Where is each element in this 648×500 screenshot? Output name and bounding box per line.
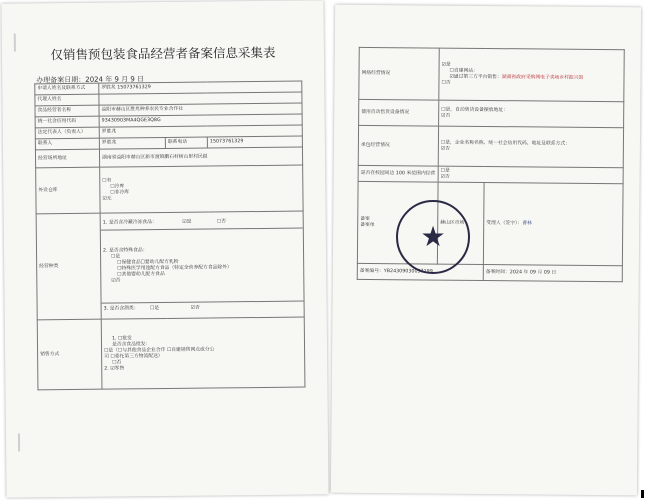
contract-label: 承包经营情况 (358, 125, 438, 166)
operation-type-cell (100, 211, 304, 319)
auto-device-no: ☑否 (441, 113, 451, 119)
contact-value: 罗胜兆 (99, 137, 165, 149)
phone-value: 15073761329 (207, 136, 302, 148)
phone-label: 联系电话 (165, 137, 207, 148)
row-label: 代理人姓名 (35, 94, 99, 106)
record-date: 2024 年 09 月 09 日 (509, 269, 557, 276)
wholesale-detail: ☐是（☐与其他食品企业合作 ☐自建销售网点或分公 (104, 346, 215, 354)
approval-label-2: 备案单 (360, 222, 375, 228)
address-label: 经营场所地址 (35, 149, 99, 168)
filing-date-label: 办理备案日期： (36, 75, 86, 85)
school-cell (438, 166, 623, 184)
seal-star-icon: ★ (420, 220, 446, 253)
network-cell (439, 48, 624, 102)
form-title: 仅销售预包装食品经营者备案信息采集表 (50, 44, 276, 63)
approval-label: 备案 (360, 216, 370, 222)
network-yes: ☑是 (441, 62, 451, 68)
form-page-2 (331, 5, 641, 496)
network-no: ☐否 (441, 80, 451, 86)
warehouse-option-no: ☑无 (102, 196, 112, 202)
row-label: 食品经营者名称 (35, 105, 99, 117)
retail-option: 2. ☑零售 (104, 365, 125, 372)
cold-food-yes: ☑是 (182, 219, 192, 225)
address-value: 湖南省益阳市赫山区新市渡镇鹏石村树山里村民组 (99, 147, 302, 167)
record-no-label: 备案编号： (359, 268, 384, 274)
official-seal (396, 200, 470, 274)
operation-type-label: 经营种类 (36, 213, 101, 320)
contract-yes: ☐是，企业名称名称、统一社会信用代码、地址及联系方式： (440, 140, 570, 147)
network-label: 网络经营情况 (359, 47, 439, 100)
filing-date-value: 2024 年 9 月 9 日 (85, 75, 145, 84)
special-food-sub: ☐保健食品☐婴幼儿配方乳粉 (117, 259, 179, 266)
record-no: YB24309030037199 (383, 268, 433, 275)
record-date-label: 备案时间： (485, 269, 510, 275)
row-value: 罗胜兆 15073761329 (99, 81, 302, 94)
approval-person-label: 受理人（签字）： (486, 220, 523, 226)
sales-method-label: 销售方式 (37, 319, 102, 390)
special-food-row (101, 228, 304, 303)
liquor-row (102, 301, 304, 316)
row-label: 申请人姓名及联系方式 (35, 83, 99, 95)
row-value: 罗胜兆 (99, 125, 302, 138)
wholesale-option: 1. ☐批发 (111, 335, 132, 342)
approval-person-cell (483, 182, 623, 265)
warehouse-option-noncold: ☐非冷库 (110, 189, 130, 196)
row-label: 统一社会信用代码 (35, 116, 99, 128)
cold-food-question: 1. 是否含冷藏冷冻食品： (102, 219, 157, 226)
special-food-sub: ☐特殊医学用途配方食品（特定全营养配方食品除外） (117, 264, 232, 272)
binding-hole (18, 434, 20, 452)
sales-method-cell (101, 317, 305, 389)
special-food-sub: ☐其他婴幼儿配方食品 (117, 271, 165, 278)
record-date-cell (483, 264, 622, 281)
network-self-site: ☐自建网站： (449, 68, 478, 74)
approval-person: 曹林 (522, 220, 532, 226)
contract-cell (438, 126, 623, 168)
contract-no: ☑否 (440, 146, 451, 152)
warehouse-options (100, 165, 303, 213)
cold-food-no: ☐否 (216, 218, 227, 224)
corner-mark (641, 490, 644, 498)
special-food-yes: ☐是 (111, 253, 121, 260)
school-label: 是否在校园周边 100 米范围内经营 (358, 165, 438, 182)
row-label: 法定代表人（负责人） (35, 127, 99, 139)
special-food-no: ☑否 (111, 277, 121, 284)
liquor-no: ☑否 (190, 305, 200, 311)
wholesale-detail: 司 ☐委托第三方物流配送） (104, 353, 163, 360)
warehouse-option-cold: ☐冷库 (110, 183, 125, 190)
approval-unit: 赫山区市场 (437, 182, 484, 264)
network-third-label: ☑通过第三方平台销售： (449, 74, 502, 80)
school-no: ☑否 (440, 174, 450, 180)
contact-label: 联系人 (35, 138, 99, 150)
row-value: 益阳市赫山区胜兆种养农民专业合作社 (99, 103, 302, 116)
liquor-question: 3. 是否含酒类： (103, 305, 139, 312)
auto-device-cell (439, 100, 624, 128)
special-food-question: 2. 是否含特殊食品： (102, 247, 148, 254)
row-value: 93430903MA4QGE3Q8G (99, 114, 302, 127)
auto-device-label: 使用自动售货设备情况 (359, 99, 439, 126)
school-yes: ☐是 (440, 168, 450, 174)
info-table (34, 81, 305, 391)
warehouse-label: 外设仓库 (36, 167, 100, 214)
auto-device-yes: ☐是，自动售货设备摆放地址： (441, 107, 508, 113)
form-page-1 (1, 0, 328, 497)
liquor-yes: ☐是 (150, 305, 160, 311)
wholesale-no: ☐否 (112, 359, 122, 366)
warehouse-option-yes: ☐有 (102, 178, 112, 184)
wholesale-question: 是否含食品批发： (111, 341, 151, 348)
network-third-value: 湖南省政府采购网电子卖场乡村振兴馆 (501, 74, 584, 81)
